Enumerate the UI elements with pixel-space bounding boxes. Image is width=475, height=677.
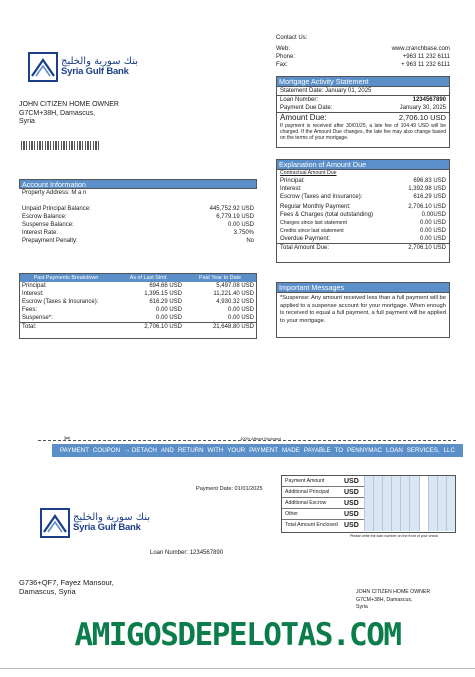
bank-logo-bottom: [40, 508, 150, 538]
scissors-icon: ✂: [64, 434, 71, 443]
contact-row-phone: Phone: +963 11 232 6111: [276, 54, 450, 60]
important-messages: [276, 282, 450, 338]
bank-english-name: Syria Gulf Bank: [61, 66, 129, 78]
important-message: *Suspense: Any amount received less than a full payment will be applied to a suspense account for your mortgage. When enough is received to equal a full payment, a full payment will be applied to your mortgage.: [280, 295, 446, 324]
coupon-row-payment-amount: Payment Amount USD: [282, 476, 455, 487]
additional-principal-input[interactable]: [364, 487, 455, 498]
statement-date: Statement Date: January 01, 2025: [277, 87, 449, 96]
coupon-payment-date: Payment Date: 01/01/2025: [196, 486, 263, 492]
exp-row: Principal: 696.83 USD: [280, 178, 446, 184]
account-row: Prepayment Penalty: No: [22, 238, 254, 244]
account-row: Unpaid Principal Balance: 445,752.92 USD: [22, 206, 254, 212]
exp-row: Credits since last statement 0.00 USD: [280, 228, 446, 234]
exp-row: Charges since last statement 0.00 USD: [280, 220, 446, 226]
contact-row-web: Web: www.cranchbase.com: [276, 46, 450, 52]
coupon-note: Please write the loan number on the front of your check: [350, 534, 439, 538]
bank-arabic-name: بنك سورية والخليج: [61, 56, 138, 68]
coupon-row-additional-principal: Additional Principal USD: [282, 487, 455, 498]
amount-due-row: Amount Due: 2,706.10 USD: [277, 112, 449, 122]
additional-escrow-input[interactable]: [364, 498, 455, 509]
mailing-address: JOHN CITIZEN HOME OWNER G7CM+38H, Damascus, Syria: [356, 589, 431, 610]
bank-emblem-icon: [40, 508, 70, 538]
total-enclosed-input[interactable]: [364, 520, 455, 531]
web-link[interactable]: www.cranchbase.com: [391, 46, 450, 52]
table-row: Fees: 0.00 USD 0.00 USD: [22, 307, 254, 313]
contact-row-fax: Fax: + 963 11 232 6111: [276, 62, 450, 68]
bank-english-name: Syria Gulf Bank: [73, 522, 141, 534]
explanation-subtitle: Contractual Amount Due: [280, 170, 337, 176]
bank-emblem-icon: [28, 52, 58, 82]
coupon-loan-number: Loan Number: 1234567890: [150, 550, 224, 556]
table-row: Principal: 694.66 USD 5,497.08 USD: [22, 283, 254, 289]
other-amount-input[interactable]: [364, 509, 455, 520]
coupon-row-additional-escrow: Additional Escrow USD: [282, 498, 455, 509]
exp-row: Overdue Payment: 0.00 USD: [280, 236, 446, 242]
exp-row: Interest: 1,392.98 USD: [280, 186, 446, 192]
statement-title: Mortgage Activity Statement: [277, 77, 449, 87]
table-total-row: Total: 2,706.10 USD 21,648.80 USD: [22, 324, 254, 330]
coupon-row-total-enclosed: Total Amount Enclosed USD: [282, 520, 455, 531]
explanation-of-amount-due: [276, 159, 450, 263]
due-date-row: Payment Due Date: January 30, 2025: [280, 105, 446, 111]
detach-label: 100% Affixed Enclosed: [240, 436, 281, 441]
coupon-row-other: Other USD: [282, 509, 455, 520]
important-title: Important Messages: [277, 283, 449, 293]
total-amount-due-row: Total Amount Due: 2,706.10 USD: [277, 243, 449, 252]
explanation-title: Explanation of Amount Due: [277, 160, 449, 170]
account-row: Interest Rate: 3.750%: [22, 230, 254, 236]
late-fee-note: If payment is received after 30/01/25, a late fee of 104.49 USD will be charged. If the Amount Due changes, the late fee may also change based on the terms of your mortgage.: [280, 123, 446, 141]
table-row: Interest: 1,395.15 USD 11,221.40 USD: [22, 291, 254, 297]
property-address: Property Address: M a n: [22, 190, 87, 196]
table-row: Suspense*: 0.00 USD 0.00 USD: [22, 315, 254, 321]
payment-coupon-banner: PAYMENT COUPON → DETACH AND RETURN WITH YOUR PAYMENT MADE PAYABLE TO PENNYMAC LOAN SERVICES, LLC: [52, 444, 463, 457]
contact-block: [276, 34, 450, 69]
bank-logo-top: [28, 52, 138, 82]
mortgage-activity-statement: [276, 76, 450, 148]
loan-number-row: Loan Number: 1234567890: [280, 97, 446, 103]
bottom-divider: [0, 668, 475, 669]
account-information: [19, 179, 257, 281]
account-row: Escrow Balance: 6,779.19 USD: [22, 214, 254, 220]
past-payments-table: [19, 273, 257, 339]
watermark: AMIGOSDEPELOTAS.COM: [74, 617, 401, 653]
exp-row: Regular Monthly Payment: 2,706.10 USD: [280, 204, 446, 210]
customer-address: JOHN CITIZEN HOME OWNER G7CM+38H, Damascus, Syria: [19, 101, 119, 125]
account-title: Account Information: [19, 179, 257, 189]
exp-row: Escrow (Taxes and Insurance): 616.29 USD: [280, 194, 446, 200]
payment-amount-input[interactable]: [364, 476, 455, 487]
exp-row: Fees & Charges (total outstanding) 0.00USD: [280, 212, 446, 218]
account-row: Suspense Balance: 0.00 USD: [22, 222, 254, 228]
contact-title: Contact Us:: [276, 35, 308, 41]
return-address: G736+QF7, Fayez Mansour, Damascus, Syria: [19, 578, 114, 596]
postal-barcode: [21, 141, 101, 150]
bank-arabic-name: بنك سورية والخليج: [73, 512, 150, 524]
table-row: Escrow (Taxes & Insurance): 616.29 USD 4,930.32 USD: [22, 299, 254, 305]
past-payments-header: Past Payments Breakdown As of Last Stmt Paid Year to Date: [20, 274, 256, 282]
payment-coupon-form: [281, 475, 456, 533]
